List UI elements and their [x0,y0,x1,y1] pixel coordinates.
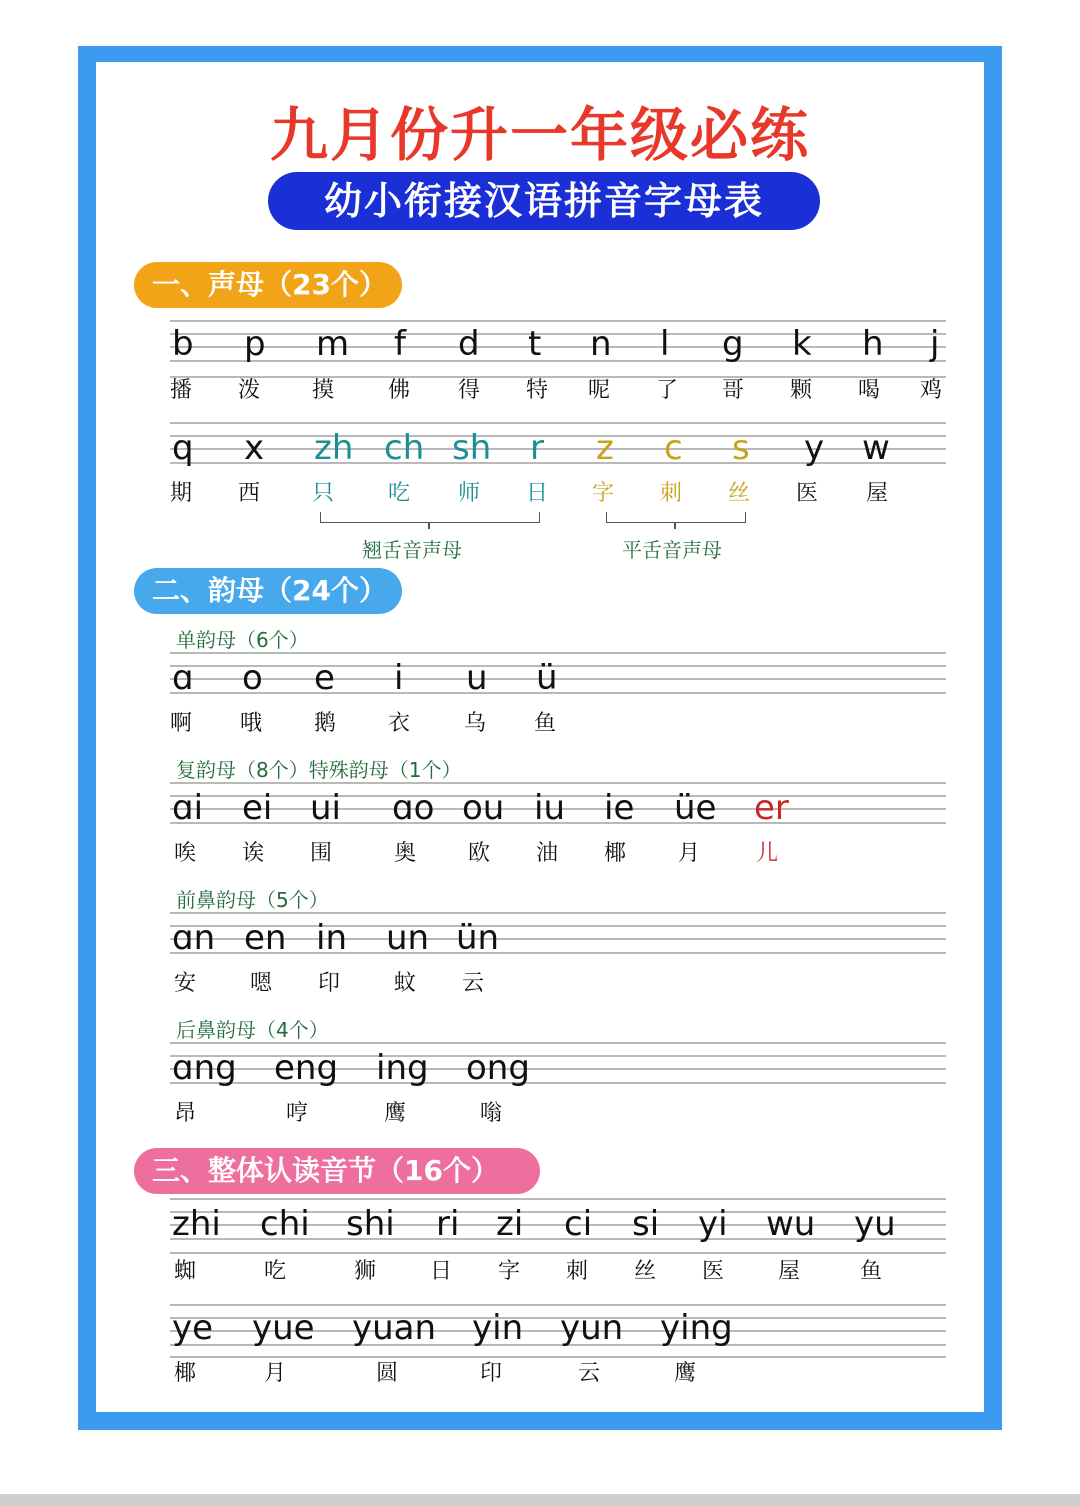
initial-pinyin: x [244,428,265,468]
initial-hanzi: 泼 [238,378,261,403]
initial-hanzi: 得 [458,378,481,403]
final-pinyin: u [466,658,488,698]
syllable-hanzi: 吃 [264,1259,287,1284]
initial-hanzi: 丝 [728,481,751,506]
guide-line [170,360,946,362]
initial-pinyin: w [862,428,890,468]
final-hanzi: 鹰 [384,1101,407,1126]
final-hanzi: 蚊 [394,971,417,996]
initial-pinyin: sh [452,428,492,468]
bottom-strip [0,1494,1080,1506]
guide-line [170,665,946,667]
final-hanzi: 油 [536,841,559,866]
initial-pinyin: l [660,324,670,364]
final-pinyin: i [394,658,404,698]
guide-line [170,692,946,694]
initial-hanzi: 日 [526,481,549,506]
initial-pinyin: f [394,324,406,364]
syllable-pinyin: zi [496,1204,524,1244]
initial-pinyin: b [172,324,194,364]
syllable-pinyin: chi [260,1204,310,1244]
syllable-pinyin: ye [172,1308,214,1348]
retroflex-label: 翘舌音声母 [362,538,462,562]
syllable-pinyin: wu [766,1204,816,1244]
guide-line [170,435,946,437]
initial-hanzi: 只 [312,481,335,506]
syllable-pinyin: shi [346,1204,395,1244]
syllable-hanzi: 椰 [174,1361,197,1386]
final-pinyin: ɑo [392,788,435,828]
final-hanzi: 椰 [604,841,627,866]
syllable-hanzi: 印 [480,1361,503,1386]
final-pinyin: ɑ [172,658,194,698]
initial-hanzi: 佛 [388,378,411,403]
retroflex-bracket [320,512,540,523]
final-hanzi: 云 [462,971,485,996]
guide-line [170,346,946,348]
initial-hanzi: 医 [796,481,819,506]
final-hanzi: 围 [310,841,333,866]
section-zhengti-header: 三、整体认读音节（16个） [134,1148,540,1194]
final-pinyin: er [754,788,789,828]
retroflex-bracket-tick [428,523,430,529]
final-pinyin: ɑng [172,1048,237,1088]
front-nasal-label: 前鼻韵母（5个） [176,888,329,912]
syllable-pinyin: yue [252,1308,315,1348]
initial-hanzi: 期 [170,481,193,506]
guide-line [170,1198,946,1200]
initial-hanzi: 特 [526,378,549,403]
final-hanzi: 鹅 [314,711,337,736]
final-pinyin: ie [604,788,635,828]
section-shengmu-header: 一、声母（23个） [134,262,402,308]
final-hanzi: 乌 [464,711,487,736]
syllable-hanzi: 鹰 [674,1361,697,1386]
guide-line [170,376,946,378]
final-pinyin: ɑi [172,788,204,828]
initial-pinyin: z [596,428,614,468]
syllable-hanzi: 丝 [634,1259,657,1284]
guide-line [170,422,946,424]
final-pinyin: iu [534,788,565,828]
final-pinyin: üe [674,788,717,828]
syllable-pinyin: ying [660,1308,733,1348]
syllable-hanzi: 月 [264,1361,287,1386]
final-pinyin: ui [310,788,341,828]
guide-line [170,1042,946,1044]
guide-line [170,782,946,784]
final-hanzi: 嗯 [250,971,273,996]
final-pinyin: ɑn [172,918,216,958]
initial-hanzi: 了 [656,378,679,403]
initial-hanzi: 呢 [588,378,611,403]
syllable-hanzi: 字 [498,1259,521,1284]
compound-finals-label: 复韵母（8个）特殊韵母（1个） [176,758,462,782]
initial-hanzi: 字 [592,481,615,506]
initial-pinyin: y [804,428,825,468]
initial-pinyin: c [664,428,683,468]
final-hanzi: 安 [174,971,197,996]
guide-line [170,1304,946,1306]
initial-pinyin: n [590,324,612,364]
guide-line [170,678,946,680]
initial-hanzi: 播 [170,378,193,403]
syllable-pinyin: ci [564,1204,593,1244]
final-hanzi: 鱼 [534,711,557,736]
initial-hanzi: 吃 [388,481,411,506]
final-hanzi: 月 [678,841,701,866]
initial-hanzi: 鸡 [920,378,943,403]
initial-pinyin: j [930,324,940,364]
final-hanzi: 昂 [174,1101,197,1126]
section-yunmu-header: 二、韵母（24个） [134,568,402,614]
final-hanzi: 欧 [468,841,491,866]
final-hanzi: 诶 [242,841,265,866]
subtitle-banner: 幼小衔接汉语拼音字母表 [268,172,820,230]
initial-hanzi: 喝 [858,378,881,403]
syllable-hanzi: 医 [702,1259,725,1284]
back-nasal-label: 后鼻韵母（4个） [176,1018,329,1042]
initial-hanzi: 哥 [722,378,745,403]
guide-line [170,652,946,654]
initial-pinyin: k [792,324,812,364]
final-pinyin: eng [274,1048,339,1088]
final-hanzi: 啊 [170,711,193,736]
final-pinyin: un [386,918,430,958]
guide-line [170,462,946,464]
final-hanzi: 儿 [756,841,779,866]
syllable-pinyin: yu [854,1204,896,1244]
syllable-hanzi: 云 [578,1361,601,1386]
initial-pinyin: zh [314,428,354,468]
final-hanzi: 奥 [394,841,417,866]
syllable-hanzi: 屋 [778,1259,801,1284]
final-pinyin: ün [456,918,500,958]
single-finals-label: 单韵母（6个） [176,628,309,652]
initial-pinyin: t [528,324,542,364]
syllable-pinyin: yuan [352,1308,437,1348]
initial-hanzi: 刺 [660,481,683,506]
initial-hanzi: 摸 [312,378,335,403]
guide-line [170,333,946,335]
initial-pinyin: h [862,324,884,364]
final-pinyin: en [244,918,287,958]
final-pinyin: e [314,658,335,698]
syllable-hanzi: 圆 [376,1361,399,1386]
syllable-pinyin: ri [436,1204,460,1244]
syllable-hanzi: 狮 [354,1259,377,1284]
initial-hanzi: 屋 [866,481,889,506]
page-title: 九月份升一年级必练 [269,101,810,169]
initial-pinyin: g [722,324,744,364]
guide-line [170,448,946,450]
flat-label: 平舌音声母 [622,538,722,562]
syllable-pinyin: zhi [172,1204,221,1244]
initial-pinyin: q [172,428,194,468]
syllable-pinyin: yi [698,1204,728,1244]
initial-pinyin: ch [384,428,425,468]
initial-hanzi: 颗 [790,378,813,403]
final-pinyin: in [316,918,347,958]
initial-hanzi: 师 [458,481,481,506]
syllable-pinyin: si [632,1204,660,1244]
initial-hanzi: 西 [238,481,261,506]
syllable-hanzi: 刺 [566,1259,589,1284]
final-hanzi: 哼 [286,1101,309,1126]
initial-pinyin: m [316,324,350,364]
final-pinyin: ong [466,1048,530,1088]
final-pinyin: o [242,658,263,698]
guide-line [170,912,946,914]
syllable-hanzi: 日 [430,1259,453,1284]
guide-line [170,1356,946,1358]
flat-bracket [606,512,746,523]
final-hanzi: 唉 [174,841,197,866]
guide-line [170,1252,946,1254]
initial-pinyin: s [732,428,750,468]
syllable-pinyin: yin [472,1308,524,1348]
final-pinyin: ing [376,1048,429,1088]
syllable-hanzi: 鱼 [860,1259,883,1284]
initial-pinyin: p [244,324,266,364]
flat-bracket-tick [674,523,676,529]
initial-pinyin: r [530,428,544,468]
final-pinyin: ü [536,658,558,698]
final-hanzi: 嗡 [480,1101,503,1126]
final-hanzi: 哦 [240,711,263,736]
syllable-hanzi: 蜘 [174,1259,197,1284]
syllable-pinyin: yun [560,1308,624,1348]
final-pinyin: ei [242,788,273,828]
guide-line [170,320,946,322]
final-hanzi: 衣 [388,711,411,736]
final-pinyin: ou [462,788,505,828]
initial-pinyin: d [458,324,480,364]
final-hanzi: 印 [318,971,341,996]
